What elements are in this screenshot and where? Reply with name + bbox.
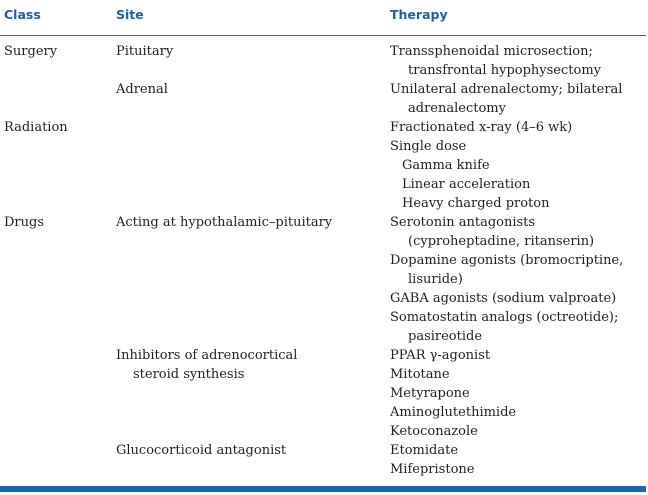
header-class: Class — [4, 7, 41, 22]
therapy-line: Heavy charged proton — [402, 196, 550, 211]
therapy-line: Aminoglutethimide — [390, 405, 517, 420]
site-adrenocortical-inhibitors — [116, 346, 297, 384]
header-site: Site — [116, 7, 144, 22]
therapy-radiation — [390, 118, 572, 213]
class-drugs: Drugs — [4, 215, 45, 230]
therapy-line: GABA agonists (sodium valproate) — [390, 291, 617, 306]
therapy-line: Dopamine agonists (bromocriptine, — [390, 253, 624, 268]
site-line: steroid synthesis — [133, 367, 245, 382]
therapy-line: transfrontal hypophysectomy — [408, 63, 601, 78]
therapy-line: lisuride) — [408, 272, 463, 287]
bottom-rule — [0, 486, 646, 492]
therapy-line: Somatostatin analogs (octreotide); — [390, 310, 619, 325]
therapy-glucocorticoid: Mifepristone — [390, 462, 475, 477]
site-line: Inhibitors of adrenocortical — [116, 348, 298, 363]
therapy-line: Unilateral adrenalectomy; bilateral — [390, 82, 623, 97]
therapy-adrenal — [390, 80, 622, 118]
site-adrenal: Adrenal — [116, 82, 168, 97]
therapy-hypothalamic — [390, 213, 623, 346]
class-surgery: Surgery — [4, 44, 58, 59]
header-rule — [0, 35, 646, 36]
therapy-line: Fractionated x-ray (4–6 wk) — [390, 120, 573, 135]
therapy-line: Gamma knife — [402, 158, 490, 173]
therapy-line: pasireotide — [408, 329, 483, 344]
therapy-line: Serotonin antagonists — [390, 215, 536, 230]
class-radiation: Radiation — [4, 120, 68, 135]
therapy-line: Etomidate — [390, 443, 459, 458]
site-pituitary: Pituitary — [116, 44, 174, 59]
therapy-line: Transsphenoidal microsection; — [390, 44, 593, 59]
therapy-line: (cyproheptadine, ritanserin) — [408, 234, 595, 249]
site-hypothalamic-pituitary: Acting at hypothalamic–pituitary — [116, 215, 333, 230]
site-glucocorticoid-antagonist: Glucocorticoid antagonist — [116, 443, 287, 458]
therapy-line: Single dose — [390, 139, 467, 154]
header-therapy: Therapy — [390, 7, 448, 22]
therapy-line: Mitotane — [390, 367, 450, 382]
therapy-line: PPAR γ-agonist — [390, 348, 491, 363]
therapy-line: Linear acceleration — [402, 177, 531, 192]
therapy-adrenocortical — [390, 346, 516, 460]
therapy-line: Ketoconazole — [390, 424, 478, 439]
therapy-pituitary — [390, 42, 601, 80]
therapy-line: adrenalectomy — [408, 101, 506, 116]
therapy-line: Metyrapone — [390, 386, 470, 401]
